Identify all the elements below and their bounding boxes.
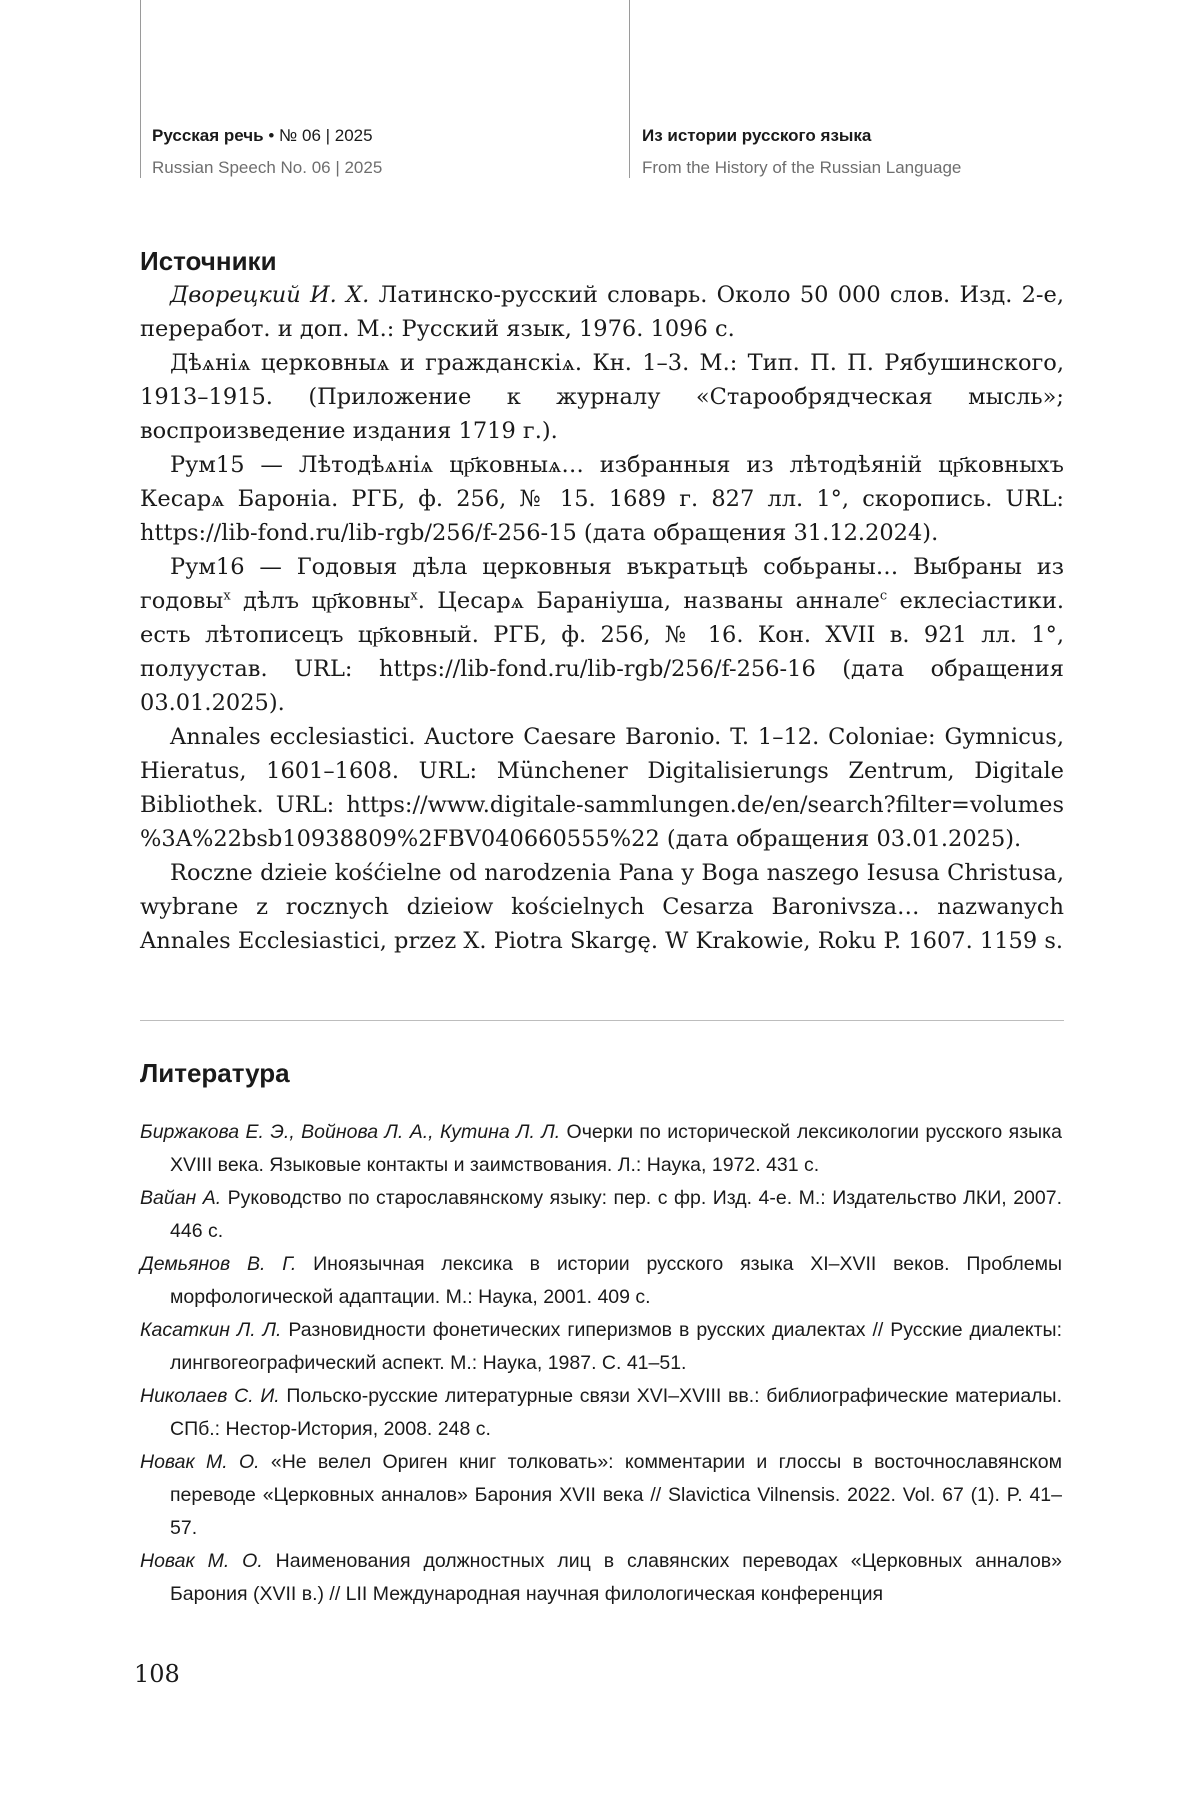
lit-text: «Не велел Ориген книг толковать»: комментарии и глоссы в восточнославянском переводе «Церковных анналов» Барония XVII века // Slavictica Vilnensis. 2022. Vol. 67 (1). P. 41–57. — [170, 1451, 1062, 1539]
source-item: Roczne dzieie kośćielne od narodzenia Pana y Boga naszego Iesusa Christusa, wybrane z rocznych dzieiow kościelnych Cesarza Baronivsza… nazwanych Annales Ecclesiastici, przez X. Piotra Skargę. W Krakowie, Roku P. 1607. 1159 s. — [140, 860, 1064, 954]
lit-author: Новак М. О. — [140, 1550, 263, 1572]
source-author: Дворецкий И. Х. — [170, 282, 370, 308]
section-name: Из истории русского языка — [642, 126, 872, 145]
lit-text: Очерки по исторической лексикологии русского языка XVIII века. Языковые контакты и заимствования. Л.: Наука, 1972. 431 с. — [170, 1121, 1062, 1176]
lit-author: Новак М. О. — [140, 1451, 260, 1473]
lit-author: Вайан А. — [140, 1187, 222, 1209]
lit-text: Разновидности фонетических гиперизмов в русских диалектах // Русские диалекты: лингвогеографический аспект. М.: Наука, 1987. С. 41–51. — [170, 1319, 1062, 1374]
lit-text: Наименования должностных лиц в славянских переводах «Церковных анналов» Барония (XVII в.) // LII Международная научная филологическая конференция — [170, 1550, 1062, 1605]
header-left-ru — [152, 124, 382, 148]
literature-list — [140, 1116, 1062, 1611]
journal-title: Русская речь — [152, 126, 264, 145]
source-item: Дѣѧнiѧ церковныѧ и гражданскiѧ. Кн. 1–3. М.: Тип. П. П. Рябушинского, 1913–1915. (Приложение к журналу «Старообрядческая мысль»; воспроизведение издания 1719 г.). — [140, 350, 1064, 444]
source-item: Рум15 — Лѣтодѣѧнiѧ цр҃ковныѧ… избранныя из лѣтодѣянiй цр҃ковныхъ Кесарѧ Бароніа. РГБ, ф. 256, № 15. 1689 г. 827 лл. 1°, скоропись. URL: https://lib-fond.ru/lib-rgb/256/f-256-15 (дата обращения 31.12.2024). — [140, 452, 1064, 546]
source-text: Латинско-русский словарь. Около 50 000 слов. Изд. 2-е, переработ. и доп. М.: Русский язык, 1976. 1096 с. — [140, 282, 1064, 342]
literature-item — [140, 1116, 1062, 1182]
sources-list — [140, 278, 1064, 958]
source-text: . Цесарѧ Бараніуша, названы аннале — [417, 588, 880, 614]
superscript: х — [223, 588, 231, 604]
lit-text: Руководство по старославянскому языку: пер. с фр. Изд. 4-е. М.: Издательство ЛКИ, 2007. 446 с. — [170, 1187, 1062, 1242]
page-number: 108 — [134, 1660, 180, 1688]
superscript: х — [410, 588, 418, 604]
source-item — [140, 278, 1064, 346]
header-right-ru — [642, 124, 961, 148]
sources-heading: Источники — [140, 246, 277, 276]
header-left-rule — [140, 0, 141, 178]
literature-item — [140, 1380, 1062, 1446]
source-text: дѣлъ цр҃ковны — [230, 588, 411, 614]
header-right-en: From the History of the Russian Language — [642, 158, 962, 177]
source-text: еклесіастики. есть лѣтописецъ цр҃ковный. РГБ, ф. 256, № 16. Кон. XVII в. 921 лл. 1°, полуустав. URL: https://lib-fond.ru/lib-rgb/256/f-256-16 (дата обращения 03.01.2025). — [140, 588, 1065, 716]
header-right — [642, 124, 961, 180]
superscript: с — [879, 588, 888, 604]
lit-author: Касаткин Л. Л. — [140, 1319, 282, 1341]
literature-item — [140, 1446, 1062, 1545]
lit-text: Польско-русские литературные связи XVI–XVIII вв.: библиографические материалы. СПб.: Нестор-История, 2008. 248 с. — [170, 1385, 1062, 1440]
journal-issue: • № 06 | 2025 — [268, 126, 373, 145]
source-text: Рум16 — Годовыя дѣла церковныя въкратьцѣ собьраны… Выбраны из годовы — [140, 554, 1064, 614]
source-item — [140, 550, 1064, 720]
literature-item — [140, 1182, 1062, 1248]
literature-item — [140, 1545, 1062, 1611]
source-item: Annales ecclesiastici. Auctore Caesare Baronio. T. 1–12. Coloniae: Gymnicus, Hieratus, 1601–1608. URL: Münchener Digitalisierungs Zentrum, Digitale Bibliothek. URL: https://www.digitale-sammlungen.de/en/search?filter=volumes %3A%22bsb10938809%2FBV040660555%22 (дата обращения 03.01.2025). — [140, 724, 1064, 852]
section-divider — [140, 1020, 1064, 1021]
header-left — [152, 124, 382, 180]
literature-item — [140, 1248, 1062, 1314]
lit-author: Николаев С. И. — [140, 1385, 280, 1407]
literature-heading: Литература — [140, 1058, 290, 1088]
lit-author: Биржакова Е. Э., Войнова Л. А., Кутина Л. Л. — [140, 1121, 561, 1143]
lit-author: Демьянов В. Г. — [140, 1253, 297, 1275]
header-left-en: Russian Speech No. 06 | 2025 — [152, 158, 383, 177]
header-middle-rule — [629, 0, 630, 178]
literature-item — [140, 1314, 1062, 1380]
lit-text: Иноязычная лексика в истории русского языка XI–XVII веков. Проблемы морфологической адаптации. М.: Наука, 2001. 409 с. — [170, 1253, 1062, 1308]
